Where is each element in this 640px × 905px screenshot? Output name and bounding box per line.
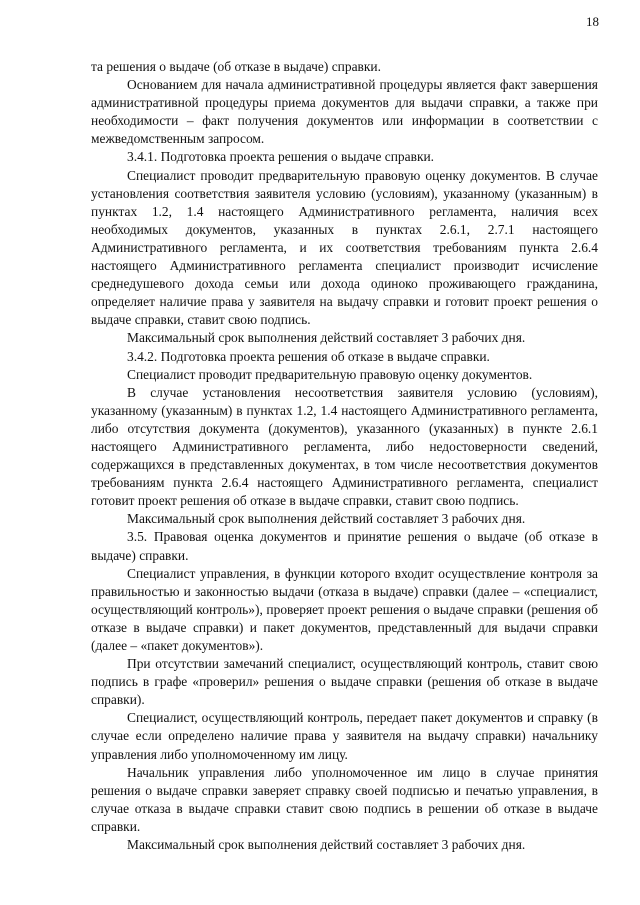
section-heading-3-4-2: 3.4.2. Подготовка проекта решения об отказе в выдаче справки.	[127, 348, 490, 364]
paragraph: Максимальный срок выполнения действий составляет 3 рабочих дня.	[127, 511, 526, 527]
paragraph: Максимальный срок выполнения действий составляет 3 рабочих дня.	[127, 330, 526, 346]
paragraph: При отсутствии замечаний специалист, осуществляющий контроль, ставит свою подпись в графе «проверил» решения о выдаче справки (решения об отказе в выдаче справки).	[91, 656, 598, 708]
paragraph: Специалист управления, в функции которого входит осуществление контроля за правильностью и законностью выдачи (отказа в выдаче) справки (далее – «специалист, осуществляющий контроль»), проверяет проект решения о выдаче справки (решения об отказе в выдаче справки) и пакет документов, представленный для выдачи справки (далее – «пакет документов»).	[91, 565, 598, 653]
document-body	[91, 58, 598, 854]
paragraph-continuation: та решения о выдаче (об отказе в выдаче) справки.	[91, 59, 381, 74]
paragraph: Специалист проводит предварительную правовую оценку документов. В случае установления соответствия заявителя условию (условиям), указанному (указанным) в пунктах 1.2, 1.4 настоящего Административного регламента, наличия всех необходимых документов, указанных в пунктах 2.6.1, 2.7.1 настоящего Административного регламента, и их соответствия требованиям пункта 2.6.4 настоящего Административного регламента специалист производит исчисление среднедушевого дохода семьи или дохода одиноко проживающего гражданина, определяет наличие права у заявителя на выдачу справки и готовит проект решения о выдаче справки, ставит свою подпись.	[91, 167, 598, 328]
paragraph: Основанием для начала административной процедуры является факт завершения административной процедуры приема документов для выдачи справки, а также при необходимости – факт получения документов или информации в соответствии с межведомственным запросом.	[91, 77, 598, 147]
page-number: 18	[586, 14, 599, 29]
paragraph: Начальник управления либо уполномоченное им лицо в случае принятия решения о выдаче справки заверяет справку своей подписью и печатью управления, в случае отказа в выдаче справки ставит свою подпись в решении об отказе в выдаче справки.	[91, 764, 598, 834]
paragraph: Специалист, осуществляющий контроль, передает пакет документов и справку (в случае если определено наличие права у заявителя на выдачу справки) начальнику управления либо уполномоченному им лицу.	[91, 710, 598, 762]
paragraph: Специалист проводит предварительную правовую оценку документов.	[127, 366, 533, 382]
section-heading-3-5: 3.5. Правовая оценка документов и принятие решения о выдаче (об отказе в выдаче) справки.	[91, 529, 598, 563]
section-heading-3-4-1: 3.4.1. Подготовка проекта решения о выдаче справки.	[127, 149, 435, 165]
paragraph: Максимальный срок выполнения действий составляет 3 рабочих дня.	[127, 837, 526, 853]
paragraph: В случае установления несоответствия заявителя условию (условиям), указанному (указанным) в пунктах 1.2, 1.4 настоящего Административного регламента, либо отсутствия документа (документов), указанного (указанных) в пункте 2.6.1 настоящего Административного регламента, либо недостоверности сведений, содержащихся в представленных документах, в том числе несоответствия документов требованиям пункта 2.6.4 настоящего Административного регламента, специалист готовит проект решения об отказе в выдаче справки, ставит свою подпись.	[91, 384, 598, 509]
